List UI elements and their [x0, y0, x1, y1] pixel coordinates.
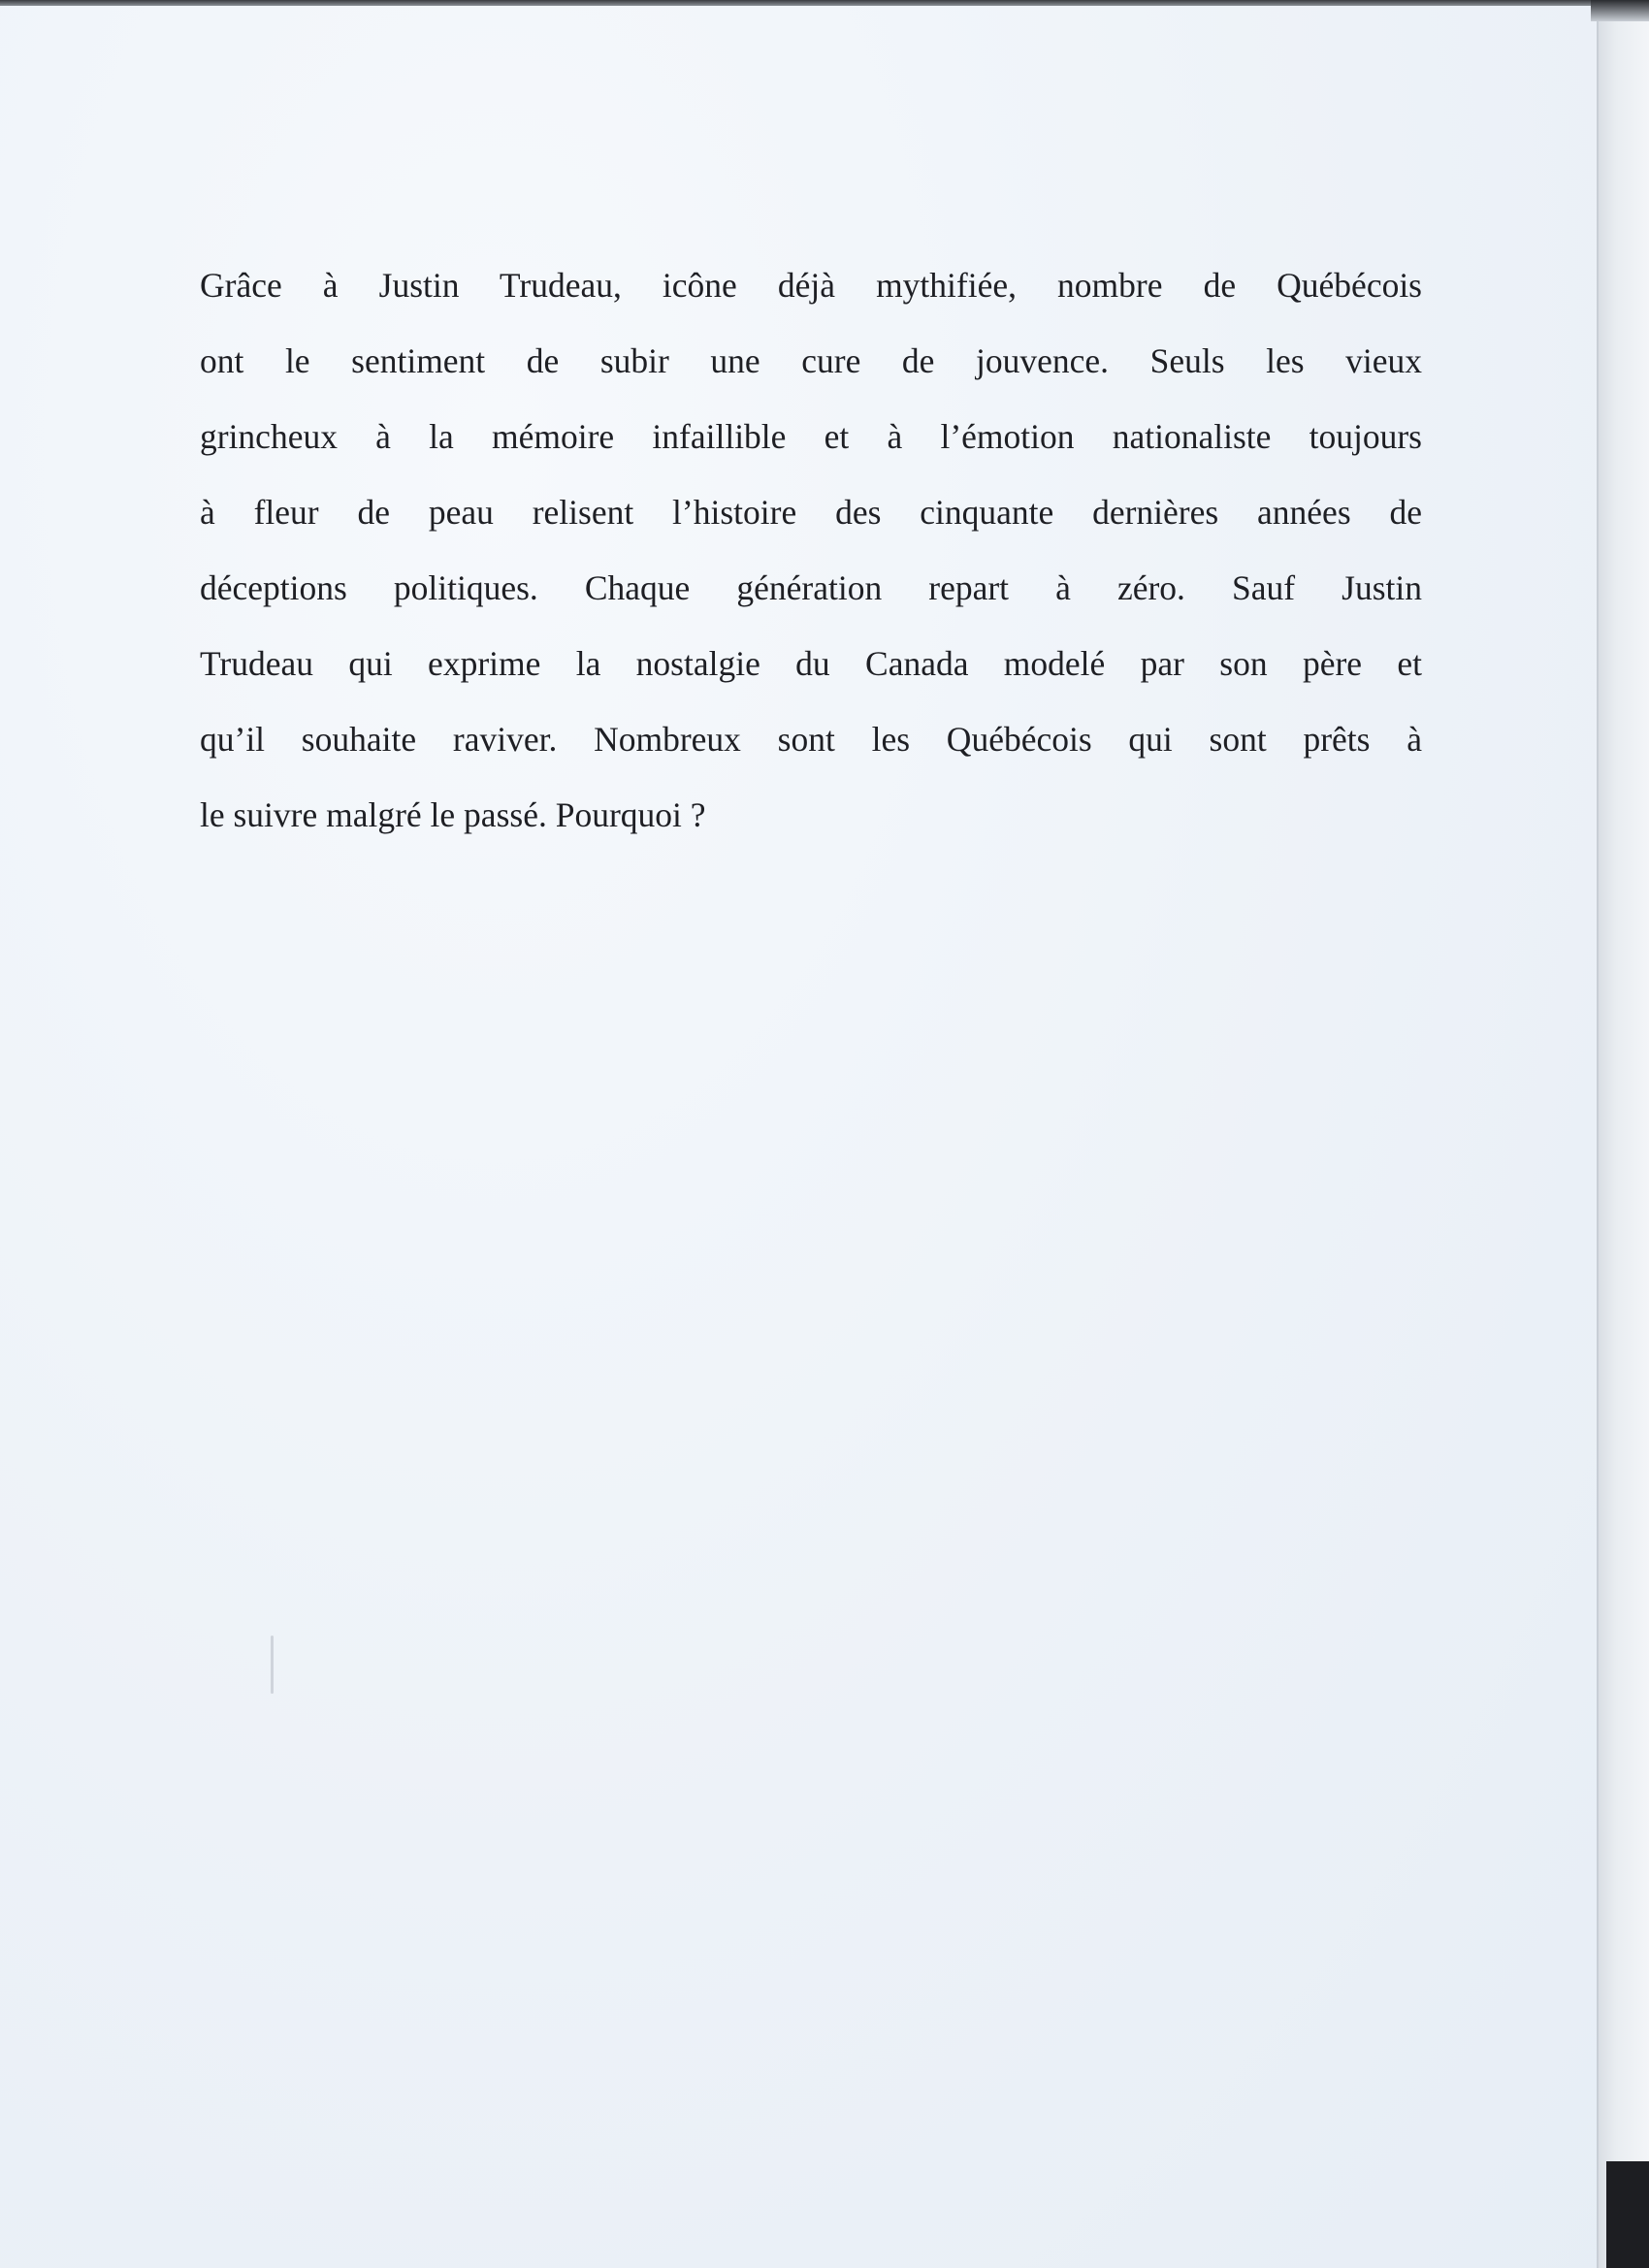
scan-top-right-corner [1591, 0, 1649, 21]
paragraph-line: Trudeau qui exprime la nostalgie du Canada modelé par son père et [200, 644, 1422, 683]
paragraph-line: déceptions politiques. Chaque génération repart à zéro. Sauf Justin [200, 568, 1422, 607]
paragraph [200, 254, 1422, 859]
paragraph-line: qu’il souhaite raviver. Nombreux sont les Québécois qui sont prêts à [200, 720, 1422, 759]
paragraph-line: Grâce à Justin Trudeau, icône déjà mythifiée, nombre de Québécois [200, 266, 1422, 305]
scan-bottom-right-corner [1606, 2161, 1649, 2268]
paragraph-line: à fleur de peau relisent l’histoire des cinquante dernières années de [200, 493, 1422, 532]
scan-top-edge [0, 0, 1649, 6]
scan-artifact [271, 1636, 274, 1694]
scan-right-margin [1597, 0, 1649, 2268]
paragraph-line: grincheux à la mémoire infaillible et à l’émotion nationaliste toujours [200, 417, 1422, 456]
paragraph-line: ont le sentiment de subir une cure de jouvence. Seuls les vieux [200, 341, 1422, 380]
paragraph-line: le suivre malgré le passé. Pourquoi ? [200, 795, 706, 834]
